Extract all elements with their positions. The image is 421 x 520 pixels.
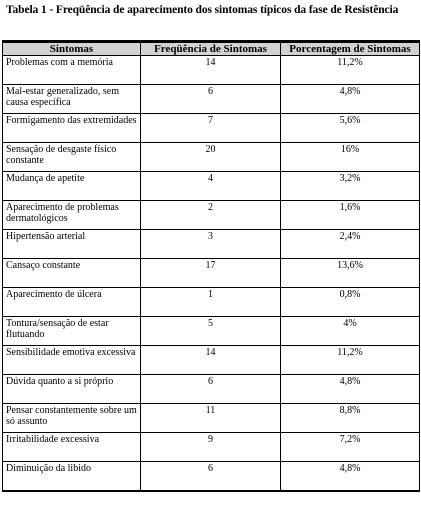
frequency-cell: 14 [141,346,281,375]
percentage-cell: 4,8% [281,375,420,404]
symptom-cell: Cansaço constante [3,259,141,288]
table-row [3,114,420,143]
frequency-cell: 6 [141,85,281,114]
symptom-cell: Irritabilidade excessiva [3,433,141,462]
table-row [3,230,420,259]
frequency-cell: 6 [141,462,281,491]
symptom-cell: Dúvida quanto a si próprio [3,375,141,404]
frequency-cell: 4 [141,172,281,201]
percentage-cell: 11,2% [281,346,420,375]
table-row [3,85,420,114]
symptom-cell: Aparecimento de úlcera [3,288,141,317]
symptom-cell: Hipertensão arterial [3,230,141,259]
symptom-cell: Tontura/sensação de estar flutuando [3,317,141,346]
symptoms-table [2,40,420,492]
symptom-cell: Mal-estar generalizado, sem causa específica [3,85,141,114]
percentage-cell: 8,8% [281,404,420,433]
percentage-cell: 0,8% [281,288,420,317]
frequency-cell: 9 [141,433,281,462]
table-row [3,462,420,491]
table-row [3,288,420,317]
table-row [3,317,420,346]
table-row [3,375,420,404]
percentage-cell: 4,8% [281,85,420,114]
table-caption: Tabela 1 - Freqüência de aparecimento dos sintomas típicos da fase de Resistência [6,4,399,16]
table-row [3,433,420,462]
symptom-cell: Sensibilidade emotiva excessiva [3,346,141,375]
frequency-cell: 2 [141,201,281,230]
table-row [3,143,420,172]
frequency-cell: 5 [141,317,281,346]
table-row [3,259,420,288]
frequency-cell: 6 [141,375,281,404]
column-header-frequency: Freqüência de Sintomas [141,42,281,56]
percentage-cell: 11,2% [281,56,420,85]
frequency-cell: 20 [141,143,281,172]
column-header-symptoms: Sintomas [3,42,141,56]
frequency-cell: 11 [141,404,281,433]
percentage-cell: 7,2% [281,433,420,462]
percentage-cell: 5,6% [281,114,420,143]
header-row [3,42,420,56]
table-row [3,201,420,230]
percentage-cell: 13,6% [281,259,420,288]
frequency-cell: 1 [141,288,281,317]
percentage-cell: 4% [281,317,420,346]
symptom-cell: Problemas com a memória [3,56,141,85]
symptom-cell: Mudança de apetite [3,172,141,201]
table-row [3,404,420,433]
symptom-cell: Formigamento das extremidades [3,114,141,143]
percentage-cell: 1,6% [281,201,420,230]
symptom-cell: Diminuição da libido [3,462,141,491]
percentage-cell: 4,8% [281,462,420,491]
percentage-cell: 2,4% [281,230,420,259]
table-row [3,172,420,201]
symptom-cell: Sensação de desgaste físico constante [3,143,141,172]
frequency-cell: 3 [141,230,281,259]
table-row [3,56,420,85]
percentage-cell: 3,2% [281,172,420,201]
table-row [3,346,420,375]
percentage-cell: 16% [281,143,420,172]
symptom-cell: Pensar constantemente sobre um só assunto [3,404,141,433]
column-header-percentage: Porcentagem de Sintomas [281,42,420,56]
table-body [3,56,420,491]
frequency-cell: 17 [141,259,281,288]
frequency-cell: 14 [141,56,281,85]
symptom-cell: Aparecimento de problemas dermatológicos [3,201,141,230]
frequency-cell: 7 [141,114,281,143]
